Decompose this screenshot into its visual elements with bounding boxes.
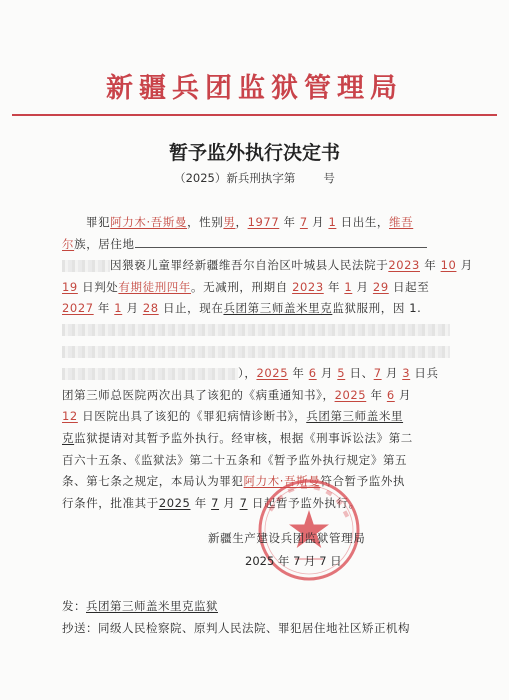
term-end-year: 2027 [62,301,94,316]
text: 日医院出具了该犯的《罪犯病情诊断书》， [77,409,307,424]
judgment-month: 10 [440,258,457,273]
text: ，性别 [187,215,224,229]
redacted-area [62,346,450,358]
text: ， [235,215,248,229]
text: 行条件，批准其于 [62,495,159,510]
body-line [62,406,454,428]
body-line [62,277,454,299]
body-line [62,212,454,234]
diagnosis-day: 12 [62,409,78,424]
text: 日起至 [388,279,430,294]
birth-year: 1977 [247,215,280,229]
text: 年 [190,495,212,510]
inmate-name: 阿力木·吾斯曼 [110,215,188,229]
text: 团第三师总医院两次出具了该犯的《病重通知书》， [62,387,335,402]
text: 符合暂予监外执 [320,474,406,489]
send-to-line [62,598,218,614]
body-line [62,234,454,256]
issuer-signature: 新疆生产建设兵团监狱管理局 [208,531,366,545]
issue-date: 2025 年 7 月 7 日 [245,554,342,568]
send-to-recipient: 兵团第三师盖米里克监狱 [86,599,218,613]
term-start-day: 29 [372,279,389,294]
send-label: 发： [62,599,86,613]
prison-name: 兵团第三师盖米里 [306,409,404,424]
text: 月 [352,279,373,294]
text: 年 [323,279,345,294]
text: 因猥亵儿童罪经新疆维吾尔自治区叶城县人民法院于 [110,258,389,273]
approval-day: 7 [239,495,248,510]
body-line-redacted [62,342,454,364]
body-line [62,255,473,277]
term-end-day: 28 [142,301,159,316]
text: 年 [288,366,309,381]
body-line [62,450,454,472]
text: 年 [279,215,300,229]
notice-day: 5 [337,366,346,381]
text: 监狱提请对其暂予监外执行。经审核，根据《刑事诉讼法》第二 [74,430,413,445]
approval-month: 7 [211,495,220,510]
text: 条、第七条之规定，本局认为罪犯 [62,474,244,489]
term-start-month: 1 [344,279,353,294]
term-start-year: 2023 [292,279,324,294]
text: 月 [394,387,412,402]
body-line [62,428,454,450]
judgment-day: 19 [62,279,78,294]
inmate-sex: 男 [223,215,236,229]
text: 月 [219,495,240,510]
document-title: 暂予监外执行决定书 [168,142,340,164]
text: 日出生， [336,215,390,229]
text: 年 [366,387,387,402]
body-line [62,385,454,407]
address-blank-line [135,247,427,248]
document-number [0,170,509,186]
notice-month-2: 7 [373,366,382,381]
diagnosis-month: 6 [386,387,395,402]
text: 年 [419,258,441,273]
prison-name: 兵团第三师盖米里克 [223,301,333,316]
text: 日判处 [77,279,119,294]
inmate-name: 阿力木·吾斯曼 [243,474,321,489]
prison-name: 克 [62,430,75,445]
body-line-redacted [62,320,454,342]
text: 月 [316,366,338,381]
birth-day: 1 [328,215,337,229]
notice-day-2: 3 [402,366,411,381]
notice-year: 2025 [256,366,289,381]
text: 月 [381,366,403,381]
diagnosis-year: 2025 [334,387,367,402]
redacted-area [62,324,450,336]
term-end-month: 1 [114,301,123,316]
text: 百六十五条、《监狱法》第二十五条和《暂予监外执行规定》第五 [62,452,408,467]
text: 族，居住地 [74,236,135,251]
text: 日、 [345,366,374,381]
approval-year: 2025 [158,495,191,510]
text: 罪犯 [86,215,111,229]
ethnicity: 维吾 [389,215,414,229]
text: 月 [122,301,143,316]
document-number-prefix: （2025）新兵刑执字第 [174,171,296,185]
body-line [62,363,454,385]
redacted-area [62,260,110,272]
text: 年 [93,301,115,316]
organization-header: 新疆兵团监狱管理局 [106,73,403,104]
text: 月 [456,258,473,273]
text: 月 [307,215,329,229]
text: ）， [238,366,257,381]
redacted-area [62,368,238,380]
sentence: 有期徒刑四年 [118,279,192,294]
text: 日兵 [410,366,439,381]
notice-month: 6 [308,366,317,381]
text: 日起暂予监外执行。 [247,495,361,510]
birth-month: 7 [299,215,308,229]
text: 。无减刑，刑期自 [191,279,293,294]
decision-body [62,212,473,514]
document-number-suffix: 号 [323,171,335,185]
judgment-year: 2023 [388,258,420,273]
text: 监狱服刑，因 1. [332,301,422,316]
copy-label: 抄送： [62,621,98,635]
copy-to-line [62,620,462,636]
copy-to-recipients: 同级人民检察院、原判人民法院、罪犯居住地社区矫正机构 [98,621,410,635]
text: 日止，现在 [158,301,224,316]
body-line [62,298,454,320]
ethnicity: 尔 [62,236,75,251]
header-red-rule [12,114,497,116]
